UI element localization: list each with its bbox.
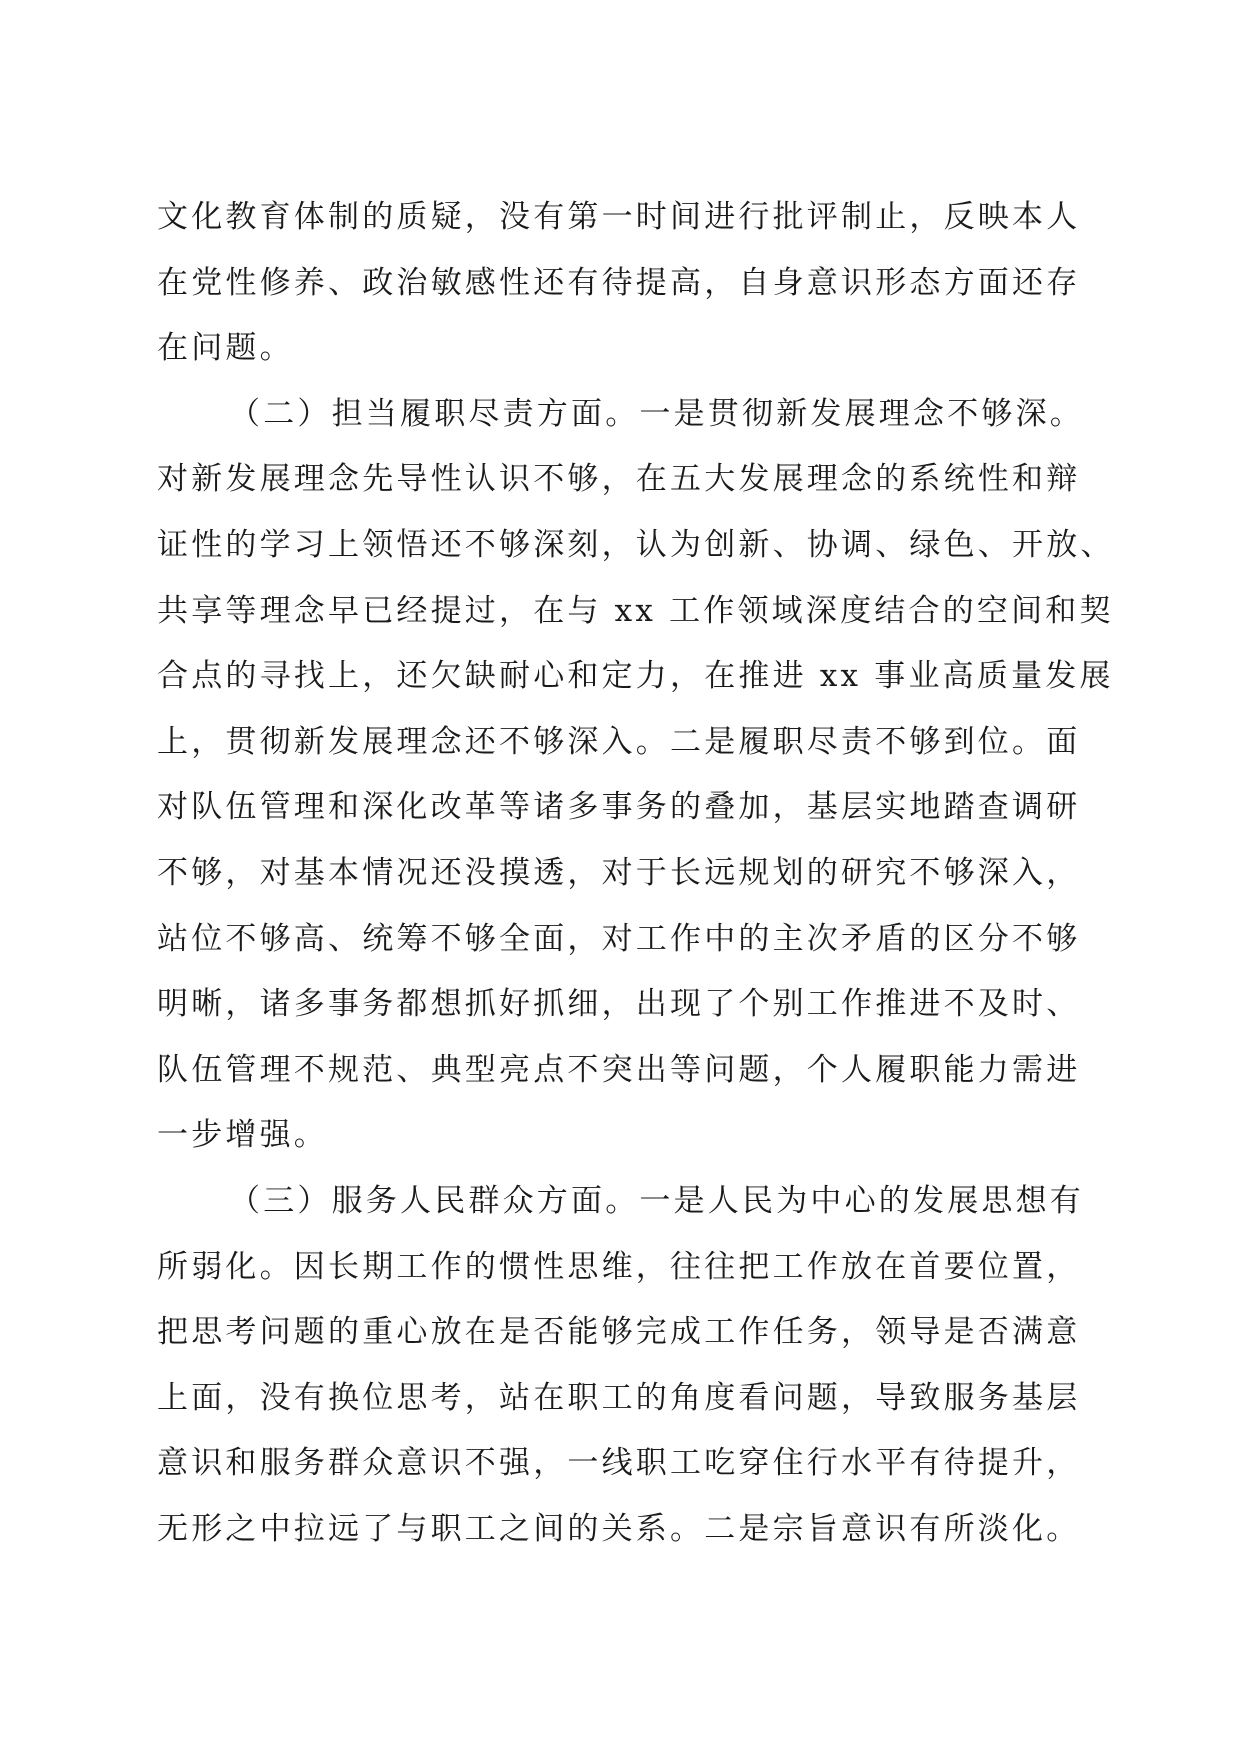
text-line: 对队伍管理和深化改革等诸多事务的叠加，基层实地踏查调研 <box>157 789 1081 826</box>
text-line: 无形之中拉远了与职工之间的关系。二是宗旨意识有所淡化。 <box>157 1510 1081 1547</box>
text-line: 所弱化。因长期工作的惯性思维，往往把工作放在首要位置， <box>157 1248 1081 1285</box>
text-line: 意识和服务群众意识不强，一线职工吃穿住行水平有待提升， <box>157 1445 1081 1482</box>
text-line: 在党性修养、政治敏感性还有待提高，自身意识形态方面还存 <box>157 264 1081 301</box>
paragraph-heading-line: （二）担当履职尽责方面。一是贯彻新发展理念不够深。 <box>229 395 1084 432</box>
paragraph-heading-line: （三）服务人民群众方面。一是人民为中心的发展思想有 <box>229 1182 1084 1219</box>
text-line: 上面，没有换位思考，站在职工的角度看问题，导致服务基层 <box>157 1379 1081 1416</box>
text-line: 对新发展理念先导性认识不够，在五大发展理念的系统性和辩 <box>157 461 1081 498</box>
text-line: 证性的学习上领悟还不够深刻，认为创新、协调、绿色、开放、 <box>157 526 1115 563</box>
text-line: 文化教育体制的质疑，没有第一时间进行批评制止，反映本人 <box>157 199 1081 235</box>
text-line: 队伍管理不规范、典型亮点不突出等问题，个人履职能力需进 <box>157 1051 1081 1088</box>
text-line: 站位不够高、统筹不够全面，对工作中的主次矛盾的区分不够 <box>157 920 1081 957</box>
text-line: 上，贯彻新发展理念还不够深入。二是履职尽责不够到位。面 <box>157 723 1081 760</box>
text-line: 共享等理念早已经提过，在与 xx 工作领域深度结合的空间和契 <box>157 592 1114 629</box>
text-line: 在问题。 <box>157 330 294 367</box>
text-line: 合点的寻找上，还欠缺耐心和定力，在推进 xx 事业高质量发展 <box>157 658 1114 695</box>
text-line: 不够，对基本情况还没摸透，对于长远规划的研究不够深入， <box>157 854 1081 891</box>
text-line: 明晰，诸多事务都想抓好抓细，出现了个别工作推进不及时、 <box>157 986 1081 1023</box>
document-body <box>157 185 1115 1562</box>
text-line: 一步增强。 <box>157 1117 328 1154</box>
text-line: 把思考问题的重心放在是否能够完成工作任务，领导是否满意 <box>157 1314 1081 1351</box>
